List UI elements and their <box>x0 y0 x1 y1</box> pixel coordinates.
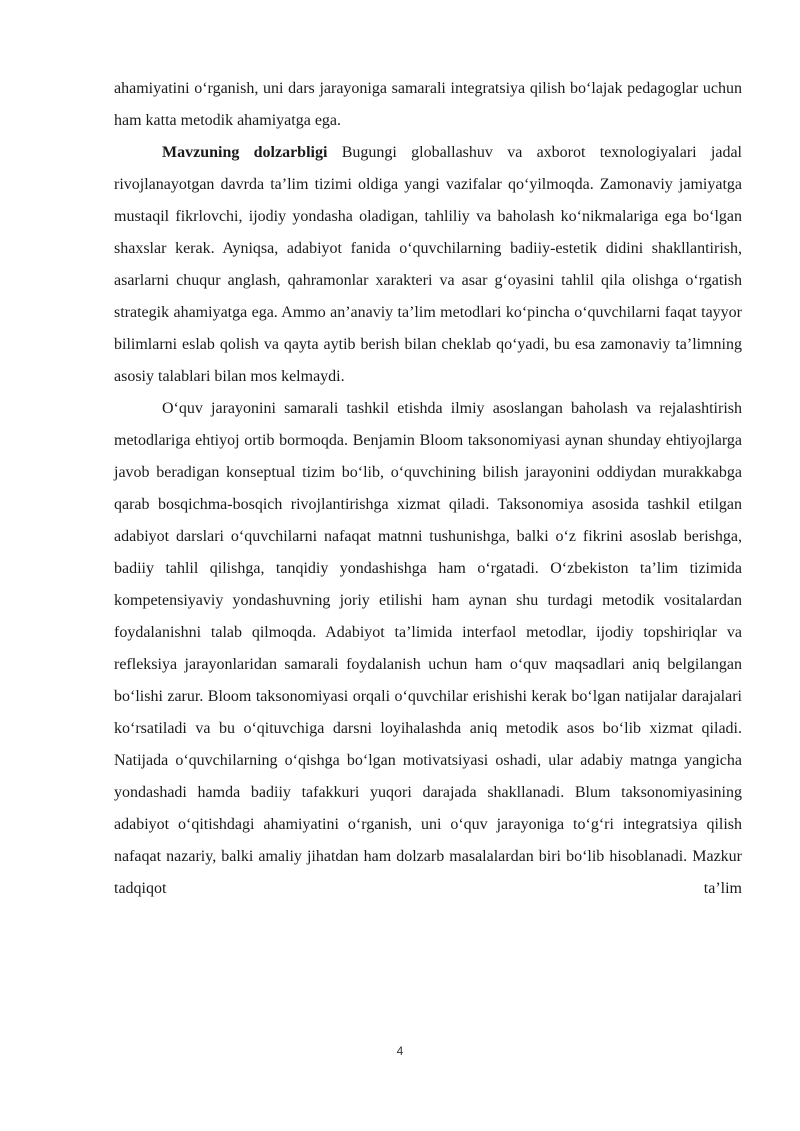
relevance-text: Bugungi globallashuv va axborot texnologiyalari jadal rivojlanayotgan davrda ta’lim tizimi oldiga yangi vazifalar qo‘yilmoqda. Zamonaviy jamiyatga mustaqil fikrlovchi, ijodiy yondasha oladigan, tahliliy va baholash ko‘nikmalariga ega bo‘lgan shaxslar kerak. Ayniqsa, adabiyot fanida o‘quvchilarning badiiy-estetik didini shakllantirish, asarlarni chuqur anglash, qahramonlar xarakteri va asar g‘oyasini tahlil qila olishga o‘rgatish strategik ahamiyatga ega. Ammo an’anaviy ta’lim metodlari ko‘pincha o‘quvchilarni faqat tayyor bilimlarni eslab qolish va qayta aytib berish bilan cheklab qo‘yadi, bu esa zamonaviy ta’limning asosiy talablari bilan mos kelmaydi. <box>114 144 743 385</box>
relevance-heading: Mavzuning dolzarbligi <box>162 144 328 161</box>
document-body <box>114 73 742 905</box>
paragraph-bloom: O‘quv jarayonini samarali tashkil etishda ilmiy asoslangan baholash va rejalashtirish metodlariga ehtiyoj ortib bormoqda. Benjamin Bloom taksonomiyasi aynan shunday ehtiyojlarga javob beradigan konseptual tizim bo‘lib, o‘quvchining bilish jarayonini oddiydan murakkabga qarab bosqichma-bosqich rivojlantirishga xizmat qiladi. Taksonomiya asosida tashkil etilgan adabiyot darslari o‘quvchilarni nafaqat matnni tushunishga, balki o‘z fikrini asoslab berishga, badiiy tahlil qilishga, tanqidiy yondashishga ham o‘rgatadi. O‘zbekiston ta’lim tizimida kompetensiyaviy yondashuvning joriy etilishi ham aynan shu turdagi metodik vositalardan foydalanishni talab qilmoqda. Adabiyot ta’limida interfaol metodlar, ijodiy topshiriqlar va refleksiya jarayonlaridan samarali foydalanish uchun ham o‘quv maqsadlari aniq belgilangan bo‘lishi zarur. Bloom taksonomiyasi orqali o‘quvchilar erishishi kerak bo‘lgan natijalar darajalari ko‘rsatiladi va bu o‘qituvchiga darsni loyihalashda aniq metodik asos bo‘lib xizmat qiladi. Natijada o‘quvchilarning o‘qishga bo‘lgan motivatsiyasi oshadi, ular adabiy matnga yangicha yondashadi hamda badiiy tafakkuri yuqori darajada shakllanadi. Blum taksonomiyasining adabiyot o‘qitishdagi ahamiyatini o‘rganish, uni o‘quv jarayoniga to‘g‘ri integratsiya qilish nafaqat nazariy, balki amaliy jihatdan ham dolzarb masalalardan biri bo‘lib hisoblanadi. Mazkur tadqiqot ta’lim <box>114 400 742 897</box>
paragraph-relevance <box>114 137 742 393</box>
paragraph-continued: ahamiyatini o‘rganish, uni dars jarayoniga samarali integratsiya qilish bo‘lajak pedagoglar uchun ham katta metodik ahamiyatga ega. <box>114 80 742 129</box>
page-number: 4 <box>396 1044 404 1058</box>
